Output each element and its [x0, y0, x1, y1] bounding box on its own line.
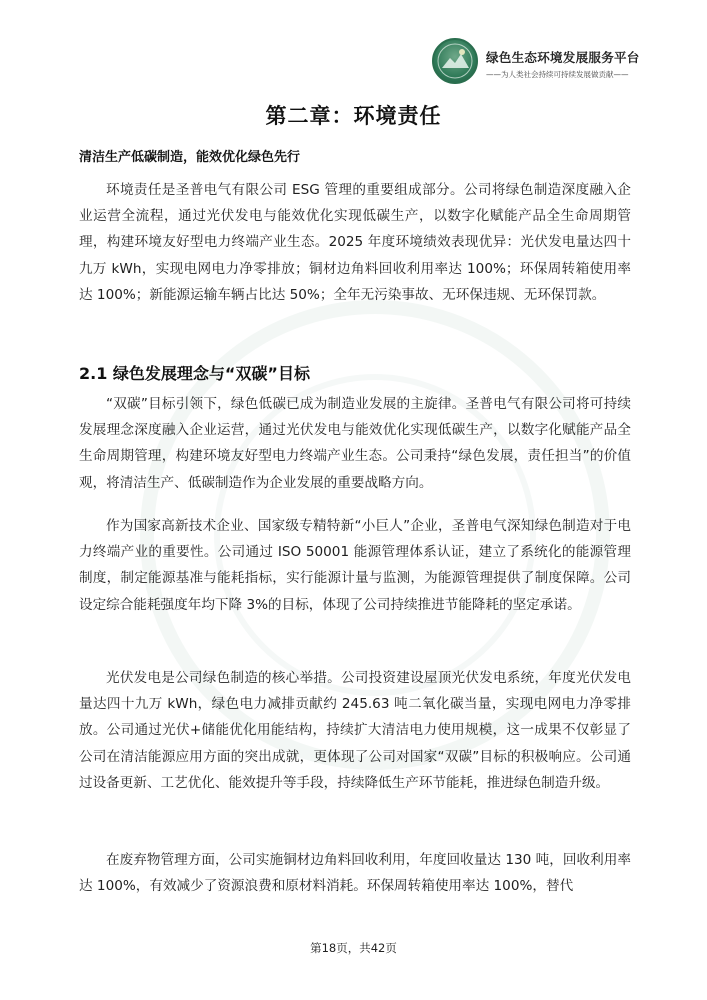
- intro-paragraph: 环境责任是圣普电气有限公司 ESG 管理的重要组成部分。公司将绿色制造深度融入企业运营全流程，通过光伏发电与能效优化实现低碳生产，以数字化赋能产品全生命周期管理，构建环境友好型电力终端产业生态。2025 年度环境绩效表现优异：光伏发电量达四十九万 kWh，实现电网电力净零排放；铜材边角料回收利用率达 100%；环保周转箱使用率达 100%；新能源运输车辆占比达 50%；全年无污染事故、无环保违规、无环保罚款。: [79, 182, 631, 303]
- chapter-subtitle: 清洁生产低碳制造，能效优化绿色先行: [79, 150, 301, 165]
- chapter-title: 第二章：环境责任: [265, 104, 442, 128]
- section-paragraph-3: 光伏发电是公司绿色制造的核心举措。公司投资建设屋顶光伏发电系统，年度光伏发电量达四十九万 kWh，绿色电力减排贡献约 245.63 吨二氧化碳当量，实现电网电力净零排放。公司通过光伏+储能优化用能结构，持续扩大清洁电力使用规模，这一成果不仅彰显了公司在清洁能源应用方面的突出成就，更体现了公司对国家“双碳”目标的积极响应。公司通过设备更新、工艺优化、能效提升等手段，持续降低生产环节能耗，推进绿色制造升级。: [79, 670, 631, 791]
- section-paragraph-1: “双碳”目标引领下，绿色低碳已成为制造业发展的主旋律。圣普电气有限公司将可持续发展理念深度融入企业运营，通过光伏发电与能效优化实现低碳生产，以数字化赋能产品全生命周期管理，构建环境友好型电力终端产业生态。公司秉持“绿色发展，责任担当”的价值观，将清洁生产、低碳制造作为企业发展的重要战略方向。: [79, 396, 631, 491]
- section-paragraph-2: 作为国家高新技术企业、国家级专精特新“小巨人”企业，圣普电气深知绿色制造对于电力终端产业的重要性。公司通过 ISO 50001 能源管理体系认证，建立了系统化的能源管理制度，制定能源基准与能耗指标，实行能源计量与监测，为能源管理提供了制度保障。公司设定综合能耗强度年均下降 3%的目标，体现了公司持续推进节能降耗的坚定承诺。: [79, 518, 631, 613]
- platform-slogan: ——为人类社会持续可持续发展做贡献——: [486, 70, 629, 79]
- platform-logo: [432, 38, 478, 84]
- section-title-2-1: 2.1 绿色发展理念与“双碳”目标: [79, 364, 310, 383]
- page-number: 第18页，共42页: [310, 941, 397, 955]
- page-header: [0, 36, 707, 108]
- platform-name: 绿色生态环境发展服务平台: [486, 50, 640, 65]
- section-paragraph-4: 在废弃物管理方面，公司实施铜材边角料回收利用，年度回收量达 130 吨，回收利用率达 100%，有效减少了资源浪费和原材料消耗。环保周转箱使用率达 100%，替代: [79, 852, 631, 895]
